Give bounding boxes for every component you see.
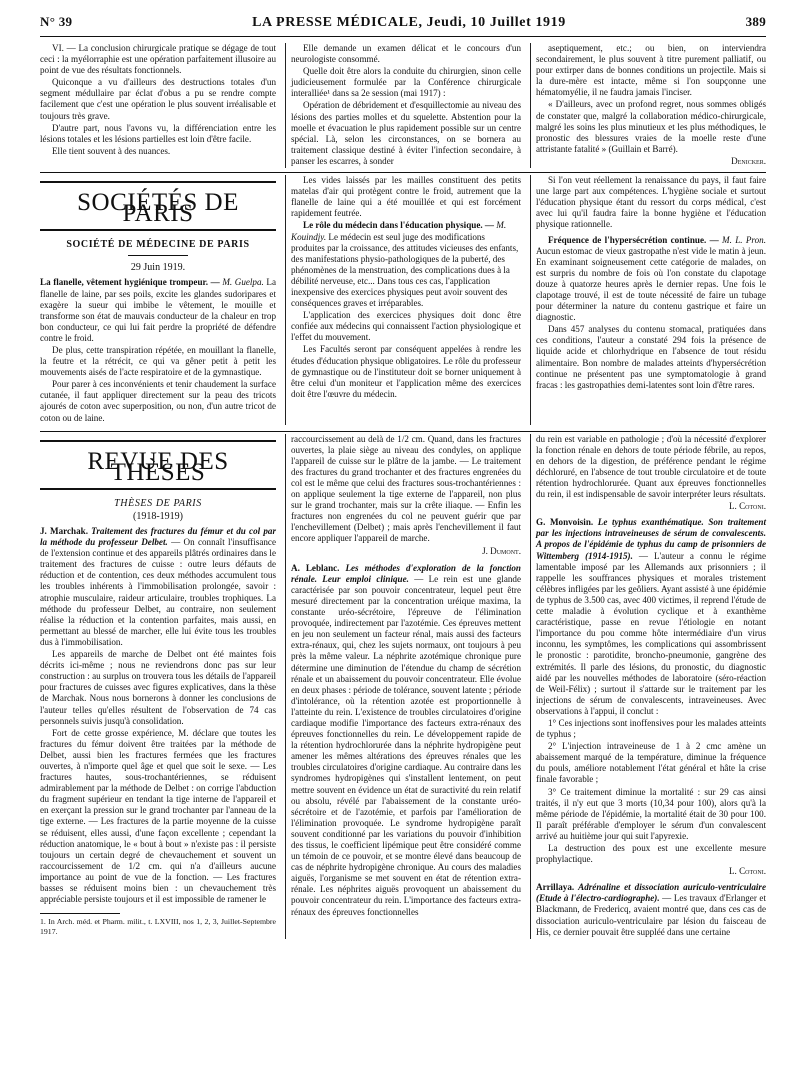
title-bar (40, 181, 276, 183)
title-bar (40, 488, 276, 490)
paragraph: du rein est variable en pathologie ; d'où la nécessité d'explorer la fonction rénale en dehors de toute période fébrile, au repos, en dehors de la digestion, de préférence pendant le régime déchloruré, en l'absence de tout trouble circulatoire et de toute rétention hydrochlorurée. Quant aux épreuves fonctionnelles du rein, il est indispensable de savoir interpréter leurs résultats. (536, 433, 766, 500)
paragraph: Le rôle du médecin dans l'éducation physique. — M. Kouindjy. Le médecin est seul juge des modifications produites par la croissance, des attitudes vicieuses des enfants, des manifestations physio-pathologiques de la puberté, des phénomènes de la menstruation, des complications dues à la débilité nerveuse, etc... Dans tous ces cas, l'application inexpensive des exercices physiques peut avoir souvent des conséquences graves et irréparables. (291, 220, 519, 309)
paragraph: Fort de cette grosse expérience, M. déclare que toutes les fractures du fémur doivent être traitées par la méthode de Delbet, aussi bien les fractures fermées que les fractures ouvertes, à n'importe quel âge et quel que soit le sexe. — Les fractures hautes, sous-trochantériennes, se réduisent admirablement par la méthode de Delbet : on corrige l'abduction du fragment supérieur en tendant la tige interne de l'appareil et en exerçant la pression sur le grand trochanter par l'anneau de la tige externe. — Les fractures de la partie moyenne de la cuisse se réduisent, elles aussi, d'une façon excellente ; cependant la réduction anatomique, le « bout à bout » n'existe pas : il persiste toujours un certain degré de chevauchement et souvent un raccourcissement de 1/2 cm. qui n'a d'ailleurs aucune importance au point de vue de la fonction. — Les fractures basses se réduisent moins bien : un chevauchement très appréciable persiste toujours et il est impossible de ramener le (40, 727, 276, 905)
footnote-block (40, 913, 276, 936)
issue-number: N° 39 (40, 14, 73, 29)
paragraph: Dans 457 analyses du contenu stomacal, pratiquées dans ces conditions, l'auteur a constaté 294 fois la présence de liquide acide et chlorhydrique en l'absence de tout résidu alimentaire. Bon nombre de malades atteints d'hypersécrétion continue ne présentent pas une symptomatologie à grand fracas : les gastropathies demi-latentes sont loin d'être rares. (536, 324, 766, 390)
societes-section (40, 175, 766, 425)
paragraph: Les appareils de marche de Delbet ont été maintes fois décrits ici-même ; nous ne reviendrons donc pas sur leur construction : au surplus on trouvera tous les détails de l'appareil pour fractures de cuisses avec figures explicatives, dans la thèse de Marchak. Nous nous bornerons à donner les conclusions de l'auteur telles qu'elles résultent de l'observation de 74 cas personnels suivis jusqu'à consolidation. (40, 649, 276, 726)
soc-col-3 (530, 175, 766, 425)
revue-section (40, 434, 766, 939)
society-name: SOCIÉTÉ DE MÉDECINE DE PARIS (66, 239, 250, 251)
paragraph: La flanelle, vêtement hygiénique trompeur. — M. Guelpa. La flanelle de laine, par ses poils, excite les glandes sudoripares et exagère la sueur qui imbibe le vêtement, le mouille et transforme son état de mauvais conducteur de la chaleur en trop bon conducteur, ce qui lui fait perdre la propriété de défendre contre le froid. (40, 277, 277, 343)
section-title-revue: REVUE DES THÈSES (87, 447, 229, 486)
rev-col-2 (285, 434, 521, 939)
paragraph: Si l'on veut réellement la renaissance du pays, il faut faire une large part aux compétences. L'hygiène sociale et surtout l'éducation physique étant du ressort du corps médical, c'est avec lui qu'il faudra faire la bonne hygiène et l'éducation physique rationnelle. (536, 175, 766, 230)
paragraph: Arrillaya. Adrénaline et dissociation auriculo-ventriculaire (Etude à l'électro-cardiographe). — Les travaux d'Erlanger et Blackmann, de Fredericq, avaient montré que, dans ces cas de dissociation auriculo-ventriculaire par lésion du faisceau de His, ce dernier pouvait être suppléé dans une certaine (536, 882, 766, 937)
footnote: 1. In Arch. méd. et Pharm. milit., t. LXVIII, nos 1, 2, 3, Juillet-Septembre 1917. (40, 917, 276, 936)
paragraph: Quiconque a vu d'ailleurs des destructions totales d'un segment médullaire par éclat d'obus a pu se rendre compte facilement que c'est une opération le plus souvent irréalisable et toujours très grave. (40, 77, 276, 121)
paragraph: Les vides laissés par les mailles constituent des petits matelas d'air qui protègent contre le froid, autrement que la flanelle de laine qui a été mouillée et qui est forcément rapidement feutrée. (291, 175, 521, 219)
paragraph: De plus, cette transpiration répétée, en mouillant la flanelle, la feutre et la rétrécit, ce qui va gêner petit à petit les mouvements aisés de l'acte respiratoire et de la gymnastique. (40, 344, 276, 378)
title-bar (40, 440, 276, 442)
paragraph: Fréquence de l'hypersécrétion continue. — M. L. Pron. Aucun estomac de vieux gastropathe n'est vide le matin à jeun. En examinant soigneusement cette catégorie de malades, on est surpris du nombre de fois où l'on constate du clapotage douze à quatorze heures après le dernier repas. Une fois le clapotage trouvé, il est de toute nécessité de faire un tubage pour déterminer la nature du contenu gastrique et faire un diagnostic. (536, 234, 766, 323)
paragraph: Les Facultés seront par conséquent appelées à rendre les études d'éducation physique obligatoires. Le rôle du professeur de gymnastique ou de l'instituteur doit se borner uniquement à être celui d'un moniteur et l'application même des exercices doit être l'œuvre du médecin. (291, 344, 521, 399)
paragraph: Opération de débridement et d'esquillectomie au niveau des lésions des parties molles et du squelette. Abstention pour la moelle et évacuation le plus rapidement possible sur un centre spécial. Là, selon les circonstances, on se bornera au traitement classique destiné à éviter l'infection secondaire, à panser les escarres, à sonder (291, 100, 521, 166)
paragraph: D'autre part, nous l'avons vu, la différenciation entre les lésions totales et les lésions partielles est loin d'être facile. (40, 122, 276, 144)
paragraph: Quelle doit être alors la conduite du chirurgien, sinon celle judicieusement formulée par la Conférence chirurgicale interalliée¹ dans sa 2e session (mai 1917) : (291, 66, 521, 99)
section-rule (40, 431, 766, 432)
paragraph: J. Marchak. Traitement des fractures du fémur et du col par la méthode du professeur Delbet. — On connaît l'insuffisance de l'extension continue et des appareils plâtrés ordinaires dans le traitement des fractures de cuisse : outre leurs défauts de réduction et de contention, ces deux méthodes accumulent tous les troubles inhérents à l'immobilisation prolongée, savoir : atrophie musculaire, raideur articulaire, troubles trophiques. La méthode du professeur Delbet, au contraire, non seulement réalise la réduction et la contention parfaites, mais aussi, en permettant au blessé de marcher, elle lui évite tous les troubles dus à l'immobilisation. (40, 526, 276, 647)
signature: L. Cotoni. (729, 866, 766, 877)
paragraph: A. Leblanc. Les méthodes d'exploration de la fonction rénale. Leur emploi clinique. — Le rein est une glande caractérisée par son pouvoir concentrateur, lequel peut être mesuré directement par la concentration uréique maxima, la constante uréo-sécrétoire, l'épreuve de l'élimination provoquée, indirectement par l'azotémie. Ces épreuves mettent en jeu non seulement un facteur rénal, mais aussi des facteurs extra-rénaux, qui, chez les sujets normaux, ont toujours à peu près la même valeur. La néphrite azotémique chronique pure détermine une diminution de l'étendue du champ de sécrétion rénale et un abaissement du pouvoir concentrateur. Elle évolue en deux phases : période de tolérance, souvent latente ; période d'intolérance, où la rétention azotée est proportionnelle à l'atteinte du rein. L'existence de troubles circulatoires d'origine cardiaque modifie l'importance des facteurs extra-rénaux des épreuves fonctionnelles du rein. Le développement rapide de la rétention hydrochlorurée dans la néphrite hydropigène peut amener les mêmes altérations des épreuves rénales que les troubles circulatoires d'origine cardiaque. Au contraire dans les syndromes hydropigènes qui s'installent lentement, on peut mettre souvent en évidence un état de suractivité du rein relatif ou absolu, révélé par l'abaissement de la constante uréo-sécrétoire et de l'azotémie, et parfois par l'amélioration de l'élimination provoquée. Le syndrome hydropigène paraît souvent conditionné par les variations du pouvoir d'inhibition des tissus, le coefficient lipémique peut être considéré comme un témoin de ce pouvoir, et se montre élevé dans beaucoup de cas de néphrite hydropigène chronique. Au cours des maladies aiguës, l'organisme se met souvent en état de rétention extra-rénale. Les néphrites aiguës provoquent un abaissement du pouvoir concentrateur du rein. L'importance des facteurs extra-rénaux des épreuves fonctionnelles (291, 562, 521, 917)
section-rule (40, 172, 766, 173)
paragraph: VI. — La conclusion chirurgicale pratique se dégage de tout ceci : la myélorraphie est une opération parfaitement illusoire au point de vue des résultats fonctionnels. (40, 43, 276, 76)
page-header (40, 14, 766, 31)
soc-col-1 (40, 175, 276, 425)
paragraph: Pour parer à ces inconvénients et tenir chaudement la surface cutanée, il faut appliquer directement sur la peau des tricots ajourés de coton avec superposition, ou non, d'un autre tricot de coton ou de laine. (40, 379, 276, 423)
session-date: 29 Juin 1919. (130, 262, 186, 274)
paragraph: L'application des exercices physiques doit donc être confiée aux médecins qui connaissent l'action physiologique et l'effet du mouvement. (291, 310, 521, 343)
header-rule (40, 36, 766, 37)
sub-rule (128, 255, 188, 256)
paragraph: La destruction des poux est une excellente mesure prophylactique. (536, 843, 766, 865)
page-number: 389 (745, 14, 766, 29)
paragraph: raccourcissement au delà de 1/2 cm. Quand, dans les fractures ouvertes, la plaie siège au niveau des condyles, on applique l'appareil de cuisse sur le plâtre de la jambe. — Le traitement des fractures du grand trochanter et des fractures engrenées du col est le même que celui des fractures sous-trochantériennes : on applique seulement la tige externe de l'appareil, non plus sur le grand trochanter, mais sur la crête iliaque. — Enfin les fractures non engrenées du col ne peuvent guérir que par l'enchevillement (Delbet) ; mais après l'enchevillement il faut encore appliquer l'appareil de marche. (291, 433, 521, 544)
paragraph: Elle tient souvent à des nuances. (52, 145, 171, 156)
title-bar (40, 229, 276, 231)
top-col-1 (40, 43, 276, 168)
rev-col-1 (40, 434, 276, 939)
paragraph: G. Monvoisin. Le typhus exanthématique. Son traitement par les injections intraveineuses de sérum de convalescents. A propos de l'épidémie de typhus du camp de prisonniers de Wittemberg (1914-1915). — L'auteur a connu le régime lamentable imposé par les Allemands aux prisonniers ; il rappelle les souffrances physiques et morales tristement célèbres infligées par les geôliers. Ayant assisté à une épidémie de typhus de 3.500 cas, avec 400 victimes, il reprend l'étude de cette maladie à évolution cyclique et à exanthème caractéristique, passe en revue l'étiologie en notant l'importance du pou comme hôte intermédiaire d'un virus inconnu, les symptômes, les complications qui assombrissent le pronostic : parotidite, broncho-pneumonie, gangrène des extrémités. Il parle des lésions, du pronostic, du diagnostic aidé par les nouvelles méthodes de laboratoire (séro-réaction de Weil-Félix) ; surtout il s'attarde sur le traitement par les injections de sérum de convalescents, intraveineuses. Avec observations à l'appui, il conclut : (536, 517, 766, 716)
paragraph: 3° Ce traitement diminue la mortalité : sur 29 cas ainsi traités, il n'y eut que 3 morts (10,34 pour 100), alors qu'à la même période de l'épidémie, la mortalité était de 30 pour 100. Il paraît préférable d'employer le sérum d'un convalescent arrivé au huitième jour qui suit l'apyrexie. (536, 786, 766, 841)
theses-years: (1918-1919) (133, 510, 183, 522)
soc-col-2 (285, 175, 521, 425)
theses-subtitle: THÈSES DE PARIS (114, 497, 202, 509)
signature: Denicker. (731, 155, 766, 166)
paragraph: 2° L'injection intraveineuse de 1 à 2 cmc amène un abaissement marqué de la température, diminue la fréquence du pouls, améliore notablement l'état général et hâte la crise finale favorable ; (536, 741, 766, 785)
section-title-societes: SOCIÉTÉS DE PARIS (77, 189, 239, 228)
top-col-2 (285, 43, 521, 168)
top-col-3 (530, 43, 766, 168)
paragraph: 1° Ces injections sont inoffensives pour les malades atteints de typhus ; (536, 717, 766, 740)
paragraph: aseptiquement, etc.; ou bien, on interviendra secondairement, le plus souvent à titre purement palliatif, ou pour extirper dans de bonnes conditions un projectile. Mais si la dure-mère est intacte, même si l'on soupçonne une hématomyélie, il ne faudra jamais l'inciser. (536, 43, 766, 98)
signature: L. Cotoni. (729, 501, 766, 512)
rev-col-3 (530, 434, 766, 939)
paragraph: Elle demande un examen délicat et le concours d'un neurologiste consommé. (291, 43, 521, 65)
page (40, 14, 766, 939)
paragraph: « D'ailleurs, avec un profond regret, nous sommes obligés de constater que, malgré la collaboration médico-chirurgicale, malgré les soins les plus minutieux et les plus méthodiques, le pronostic des blessures vraies de la moelle reste d'une attristante fatalité » (Guillain et Barré). (536, 99, 766, 154)
signature: J. Dumont. (482, 545, 521, 556)
journal-title: LA PRESSE MÉDICALE, Jeudi, 10 Juillet 1919 (252, 15, 566, 30)
top-article (40, 43, 766, 168)
